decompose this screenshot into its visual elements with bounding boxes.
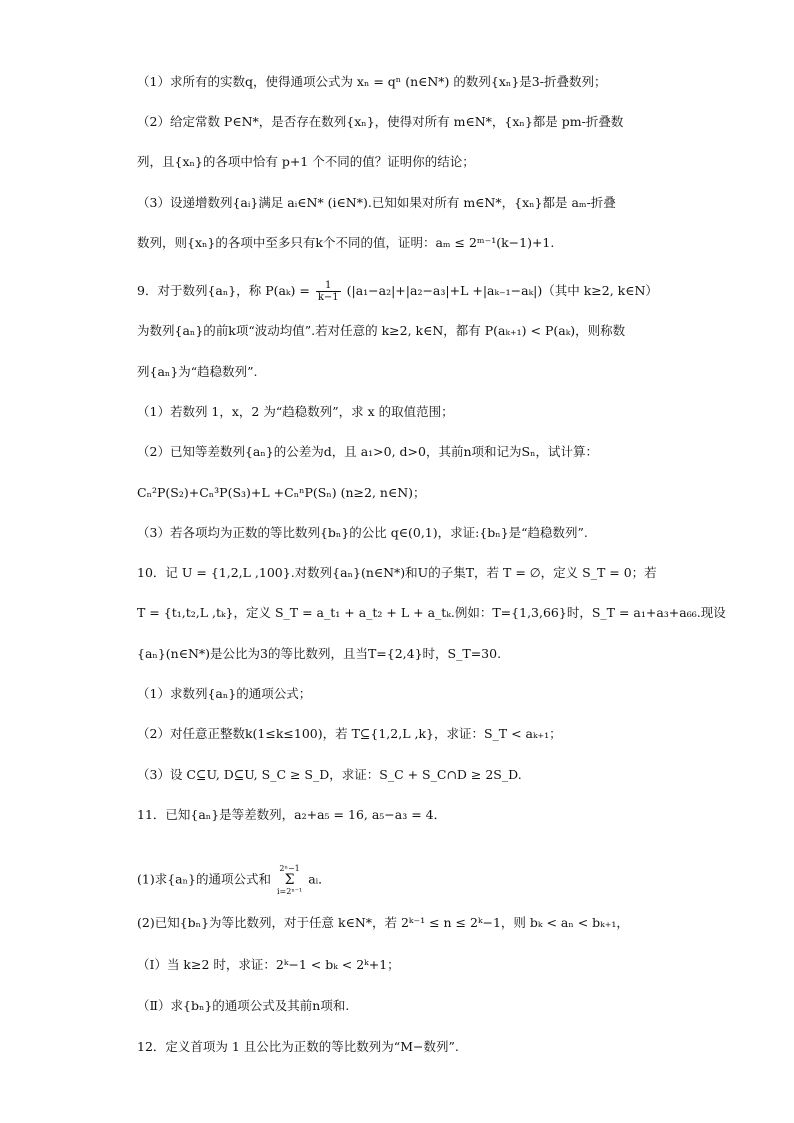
q11-sum-upper-limit: 2ⁿ−1 — [279, 864, 300, 873]
q9-stem-line3: 列{aₙ}为“趋稳数列”. — [137, 364, 258, 379]
q9-stem-line2: 为数列{aₙ}的前k项“波动均值”.若对任意的 k≥2, k∈N，都有 P(aₖ₊₁) < P(aₖ)，则称数 — [137, 323, 626, 338]
q8-part1: （1）求所有的实数q，使得通项公式为 xₙ = qⁿ (n∈N*) 的数列{xₙ}是3-折叠数列； — [137, 74, 607, 89]
q10-part1: （1）求数列{aₙ}的通项公式； — [137, 686, 312, 701]
q9-fraction-numerator: 1 — [316, 280, 341, 292]
q12-stem: 12．定义首项为 1 且公比为正数的等比数列为“M−数列”. — [137, 1039, 459, 1054]
q11-part2: (2)已知{bₙ}为等比数列，对于任意 k∈N*，若 2ᵏ⁻¹ ≤ n ≤ 2ᵏ−1，则 bₖ < aₙ < bₖ₊₁， — [137, 915, 629, 930]
q11-part1-post: aᵢ． — [308, 871, 331, 887]
q11-summation — [277, 864, 302, 896]
q10-part3: （3）设 C⊆U, D⊆U, S_C ≥ S_D，求证：S_C + S_C∩D ≥ 2S_D. — [137, 767, 522, 782]
q11-sub2: （Ⅱ）求{bₙ}的通项公式及其前n项和. — [137, 998, 350, 1013]
q10-part2: （2）对任意正整数k(1≤k≤100)，若 T⊆{1,2,L ,k}，求证：S_T < aₖ₊₁； — [137, 726, 562, 741]
q10-stem-line1: 10．记 U = {1,2,L ,100}.对数列{aₙ}(n∈N*)和U的子集T，若 T = ∅，定义 S_T = 0；若 — [137, 565, 657, 580]
q9-part1: （1）若数列 1，x，2 为“趋稳数列”，求 x 的取值范围； — [137, 404, 454, 419]
q9-part2-line2: Cₙ²P(S₂)+Cₙ³P(S₃)+L +CₙⁿP(Sₙ) (n≥2, n∈N)； — [137, 485, 426, 500]
q8-part3-line2: 数列，则{xₙ}的各项中至多只有k个不同的值，证明：aₘ ≤ 2ᵐ⁻¹(k−1)+1. — [137, 235, 555, 250]
q11-sub1: （Ⅰ）当 k≥2 时，求证：2ᵏ−1 < bₖ < 2ᵏ+1； — [137, 957, 400, 972]
q9-stem-post: (|a₁−a₂|+|a₂−a₃|+L +|aₖ₋₁−aₖ|)（其中 k≥2, k∈N） — [346, 283, 658, 298]
q10-stem-line2: T = {t₁,t₂,L ,tₖ}，定义 S_T = a_t₁ + a_t₂ + L + a_tₖ.例如：T={1,3,66}时，S_T = a₁+a₃+a₆₆.现设 — [137, 605, 726, 620]
q8-part2-line1: （2）给定常数 P∈N*，是否存在数列{xₙ}，使得对所有 m∈N*，{xₙ}都是 pm-折叠数 — [137, 114, 624, 129]
q11-part1-pre: (1)求{aₙ}的通项公式和 — [137, 871, 271, 887]
q8-part3-line1: （3）设递增数列{aᵢ}满足 aᵢ∈N* (i∈N*).已知如果对所有 m∈N*，{xₙ}都是 aₘ-折叠 — [137, 195, 616, 210]
q8-part2-line2: 列，且{xₙ}的各项中恰有 p+1 个不同的值？证明你的结论； — [137, 154, 475, 169]
q11-part1 — [0, 864, 794, 896]
q11-stem: 11．已知{aₙ}是等差数列，a₂+a₅ = 16, a₅−a₃ = 4． — [137, 807, 447, 822]
q9-stem-pre: 9．对于数列{aₙ}，称 P(aₖ) = — [137, 283, 310, 298]
q9-stem-line1 — [0, 280, 794, 303]
q10-stem-line3: {aₙ}(n∈N*)是公比为3的等比数列，且当T={2,4}时，S_T=30. — [137, 646, 502, 661]
q9-fraction-denominator: k−1 — [317, 292, 339, 303]
q9-fraction — [316, 280, 341, 303]
q9-part2-line1: （2）已知等差数列{aₙ}的公差为d，且 a₁>0, d>0，其前n项和记为Sₙ，试计算： — [137, 444, 598, 459]
q11-sum-sigma: Σ — [284, 872, 295, 888]
q9-part3: （3）若各项均为正数的等比数列{bₙ}的公比 q∈(0,1)，求证:{bₙ}是“趋稳数列”. — [137, 525, 588, 540]
q11-sum-lower-limit: i=2ⁿ⁻¹ — [276, 887, 303, 896]
